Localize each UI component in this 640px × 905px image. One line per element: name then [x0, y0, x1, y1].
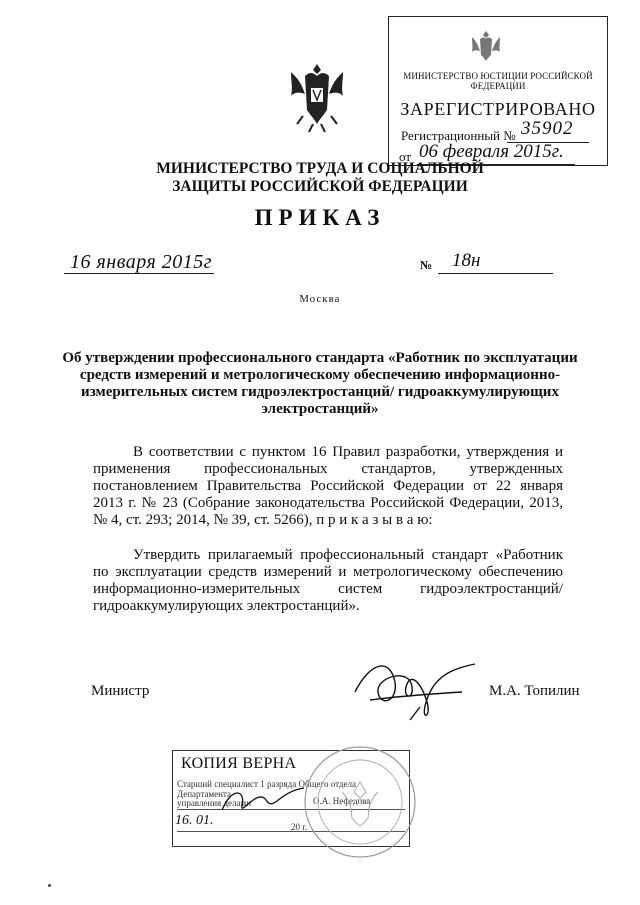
scan-speck: [48, 884, 51, 887]
document-type-heading: ПРИКАЗ: [254, 205, 386, 230]
order-number-label: №: [420, 258, 433, 272]
body-paragraph-1: В соответствии с пунктом 16 Правил разработки, утверждения и применения профессиональных стандартов, утвержденных постановлением Правительства Российской Федерации от 22 января 2013 г. № 23 (Собрание законодательства Российской Федерации, 2013, № 4, ст. 293; 2014, № 39, ст. 5266), п р и к а з ы в а ю:: [93, 444, 563, 528]
order-title: Об утверждении профессионального стандарта «Работник по эксплуатации средств измерений и метрологическому обеспечению информационно-измерительных систем гидроэлектростанций/ гидроаккумулирующих электростанций»: [62, 350, 578, 417]
order-number-underline: [438, 273, 553, 274]
stamp-emblem-icon: [466, 29, 506, 61]
coat-of-arms-emblem: [283, 58, 351, 134]
stamp-registered-title: ЗАРЕГИСТРИРОВАНО: [400, 99, 596, 119]
body-paragraph-2: Утвердить прилагаемый профессиональный стандарт «Работник по эксплуатации средств измерений и метрологическому обеспечению информационно-измерительных систем гидроэлектростанций/ гидроаккумулирующих электростанций».: [93, 547, 563, 614]
copy-signature: [218, 780, 308, 820]
stamp-date-label: от: [399, 149, 412, 164]
order-date-underline: [64, 273, 214, 274]
copy-stamp-department: управления делами: [177, 798, 252, 808]
registration-stamp: [388, 16, 608, 166]
copy-stamp-date: 16. 01.: [175, 813, 214, 828]
order-date: 16 января 2015г: [70, 251, 213, 273]
copy-stamp-year: 20 г.: [291, 822, 308, 832]
stamp-number-value: 35902: [521, 118, 574, 139]
signer-name: М.А. Топилин: [489, 683, 580, 699]
copy-stamp-signer: О.А. Нефедова: [313, 796, 371, 806]
copy-stamp-position: Старший специалист 1 разряда Общего отдела Департамента: [177, 779, 356, 799]
signer-position: Министр: [91, 683, 150, 699]
round-seal: [300, 742, 420, 862]
ministry-name: МИНИСТЕРСТВО ТРУДА И СОЦИАЛЬНОЙ ЗАЩИТЫ РОССИЙСКОЙ ФЕДЕРАЦИИ: [156, 160, 484, 195]
stamp-date-value: 06 февраля 2015г.: [419, 141, 564, 162]
stamp-ministry: МИНИСТЕРСТВО ЮСТИЦИИ РОССИЙСКОЙ ФЕДЕРАЦИИ: [403, 71, 593, 91]
order-city: Москва: [299, 294, 341, 305]
order-number: 18н: [452, 250, 481, 271]
copy-stamp-title: КОПИЯ ВЕРНА: [181, 755, 297, 772]
minister-signature: [350, 652, 480, 722]
stamp-number-label: Регистрационный №: [401, 128, 516, 143]
